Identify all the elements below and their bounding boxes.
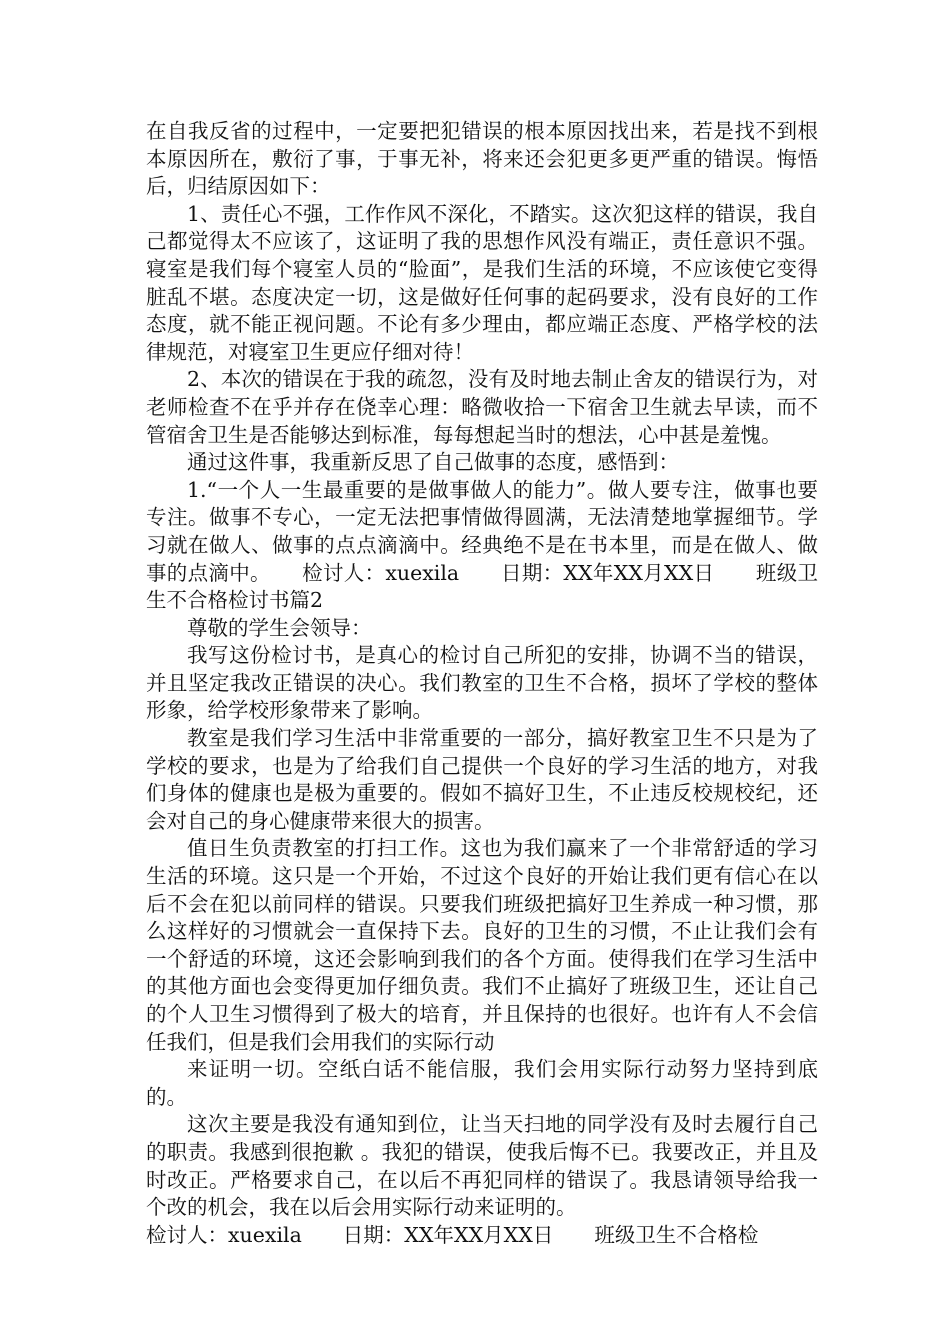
paragraph-signature: 检讨人：xuexila 日期：XX年XX月XX日 班级卫生不合格检 bbox=[146, 1222, 759, 1247]
paragraph-reason-2: 2、本次的错误在于我的疏忽，没有及时地去制止舍友的错误行为，对老师检查不在乎并存在侥幸心理：略微收拾一下宿舍卫生就去早读，而不管宿舍卫生是否能够达到标准，每每想起当时的想法，心中甚是羞愧。 bbox=[146, 367, 818, 447]
paragraph-prove: 来证明一切。空纸白话不能信服，我们会用实际行动努力坚持到底的。 bbox=[146, 1057, 818, 1109]
paragraph-apology: 这次主要是我没有通知到位，让当天扫地的同学没有及时去履行自己的职责。我感到很抱歉 。我犯的错误，使我后悔不已。我要改正，并且及时改正。严格要求自己，在以后不再犯同样的错误了。我恳请领导给我一个改的机会，我在以后会用实际行动来证明的。 bbox=[146, 1112, 818, 1220]
paragraph-reason-1: 1、责任心不强，工作作风不深化，不踏实。这次犯这样的错误，我自己都觉得太不应该了，这证明了我的思想作风没有端正，责任意识不强。寝室是我们每个寝室人员的“脸面”，是我们生活的环境，不应该使它变得脏乱不堪。态度决定一切，这是做好任何事的起码要求，没有良好的工作态度，就不能正视问题。不论有多少理由，都应端正态度、严格学校的法律规范，对寝室卫生更应仔细对待！ bbox=[146, 201, 818, 364]
paragraph-purpose: 我写这份检讨书，是真心的检讨自己所犯的安排，协调不当的错误，并且坚定我改正错误的决心。我们教室的卫生不合格，损坏了学校的整体形象，给学校形象带来了影响。 bbox=[146, 643, 818, 723]
paragraph-intro: 在自我反省的过程中，一定要把犯错误的根本原因找出来，若是找不到根本原因所在，敷衍了事，于事无补，将来还会犯更多更严重的错误。悔悟后，归结原因如下： bbox=[146, 119, 818, 199]
document-body bbox=[146, 118, 818, 1249]
paragraph-duty: 值日生负责教室的打扫工作。这也为我们赢来了一个非常舒适的学习生活的环境。这只是一个开始，不过这个良好的开始让我们更有信心在以后不会在犯以前同样的错误。只要我们班级把搞好卫生养成一种习惯，那么这样好的习惯就会一直保持下去。良好的卫生的习惯，不止让我们会有一个舒适的环境，这还会影响到我们的各个方面。使得我们在学习生活中的其他方面也会变得更加仔细负责。我们不止搞好了班级卫生，还让自己的个人卫生习惯得到了极大的培育，并且保持的也很好。也许有人不会信任我们，但是我们会用我们的实际行动 bbox=[146, 836, 818, 1054]
paragraph-reflection: 通过这件事，我重新反思了自己做事的态度，感悟到： bbox=[187, 450, 679, 475]
paragraph-classroom: 教室是我们学习生活中非常重要的一部分，搞好教室卫生不只是为了学校的要求，也是为了给我们自己提供一个良好的学习生活的地方，对我们身体的健康也是极为重要的。假如不搞好卫生，不止违反校规校纪，还会对自己的身心健康带来很大的损害。 bbox=[146, 726, 818, 833]
paragraph-salutation: 尊敬的学生会领导： bbox=[187, 615, 372, 640]
paragraph-insight-1: 1.“一个人一生最重要的是做事做人的能力”。做人要专注，做事也要专注。做事不专心，一定无法把事情做得圆满，无法清楚地掌握细节。学习就在做人、做事的点点滴滴中。经典绝不是在书本里，而是在做人、做事的点滴中。 检讨人：xuexila 日期：XX年XX月XX日 班级卫生不合格检讨书篇2 bbox=[146, 477, 818, 613]
